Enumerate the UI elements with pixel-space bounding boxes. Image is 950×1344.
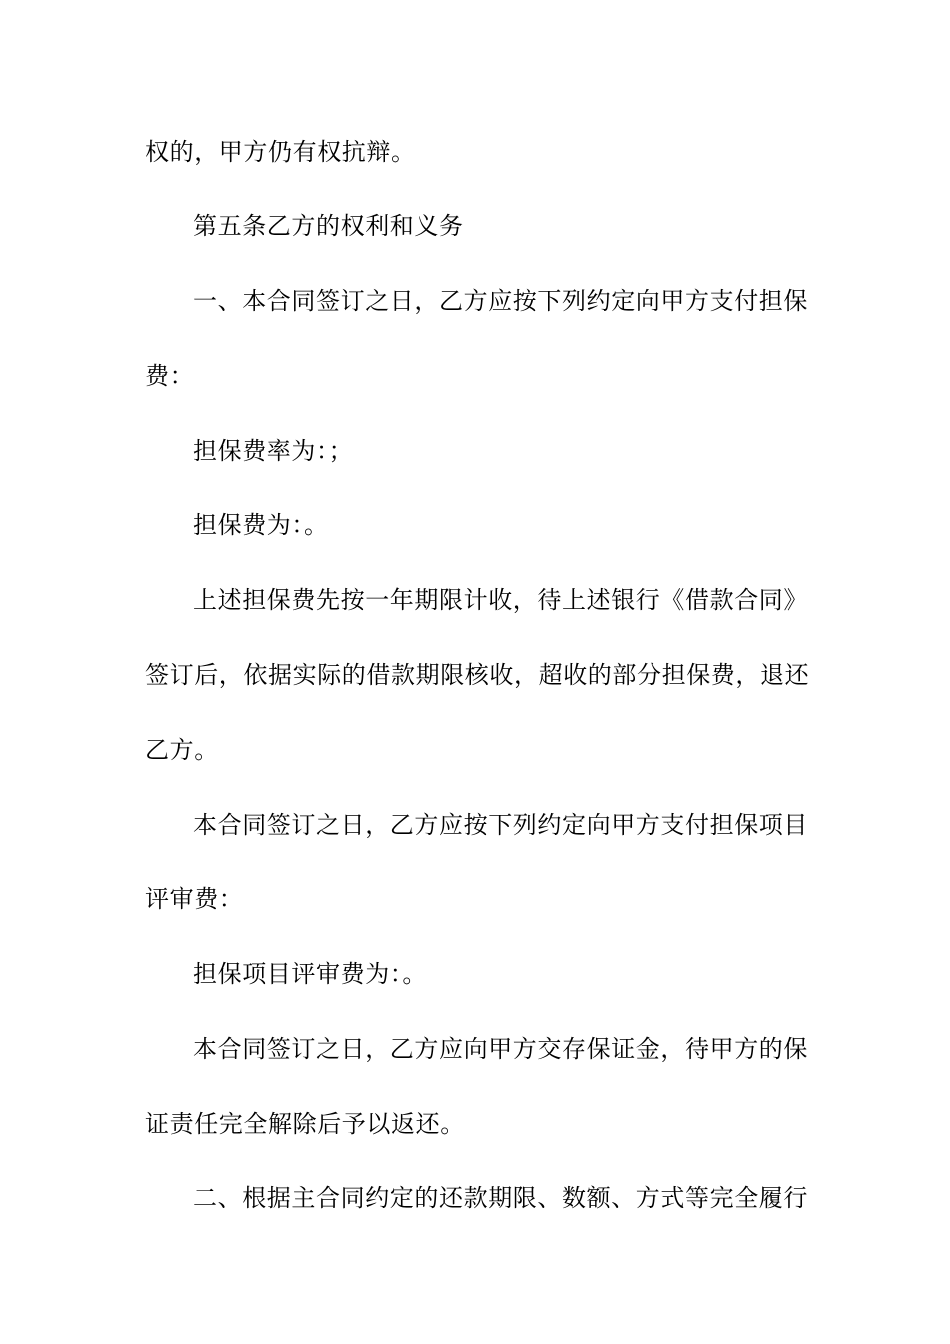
paragraph-line: 担保费率为：； — [193, 437, 354, 465]
paragraph-line: 本合同签订之日，乙方应向甲方交存保证金，待甲方的保 — [193, 1035, 808, 1063]
text-line: 签订后，依据实际的借款期限核收，超收的部分担保费，退还 — [145, 661, 810, 689]
text-line: 费： — [145, 362, 195, 390]
paragraph-line: 本合同签订之日，乙方应按下列约定向甲方支付担保项目 — [193, 811, 808, 839]
article-heading: 第五条乙方的权利和义务 — [193, 212, 464, 240]
text-line: 乙方。 — [145, 736, 219, 764]
paragraph-line: 上述担保费先按一年期限计收，待上述银行《借款合同》 — [193, 586, 808, 614]
text-line: 权的，甲方仍有权抗辩。 — [145, 138, 416, 166]
paragraph-line: 担保费为：。 — [193, 511, 329, 539]
paragraph-line: 一、本合同签订之日，乙方应按下列约定向甲方支付担保 — [193, 287, 808, 315]
paragraph-line: 二、根据主合同约定的还款期限、数额、方式等完全履行 — [193, 1184, 808, 1212]
text-line: 证责任完全解除后予以返还。 — [145, 1110, 465, 1138]
paragraph-line: 担保项目评审费为：。 — [193, 960, 427, 988]
text-line: 评审费： — [145, 885, 244, 913]
